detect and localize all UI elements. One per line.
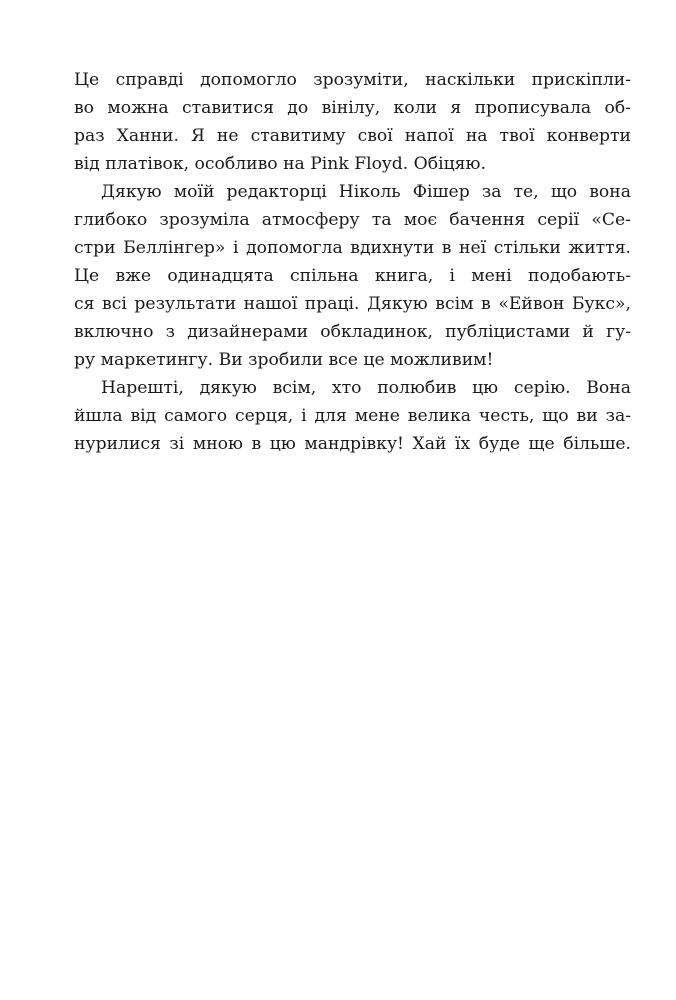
paragraph-2 <box>74 178 631 374</box>
page-text <box>74 66 631 458</box>
paragraph-3 <box>74 374 631 458</box>
text-line: раз Ханни. Я не ставитиму свої напої на твої конверти <box>74 126 631 146</box>
text-line: йшла від самого серця, і для мене велика честь, що ви за- <box>74 406 631 426</box>
text-line: нурилися зі мною в цю мандрівку! Хай їх буде ще більше. <box>74 434 631 454</box>
text-line: від платівок, особливо на Pink Floyd. Обіцяю. <box>74 154 486 174</box>
text-line: включно з дизайнерами обкладинок, публіцистами й гу- <box>74 322 631 342</box>
text-line: ся всі результати нашої праці. Дякую всім в «Ейвон Букс», <box>74 294 631 314</box>
text-line: во можна ставитися до вінілу, коли я прописувала об- <box>74 98 631 118</box>
text-line: Це вже одинадцята спільна книга, і мені подобають- <box>74 266 631 286</box>
text-line: стри Беллінгер» і допомогла вдихнути в неї стільки життя. <box>74 238 631 258</box>
text-line: Дякую моїй редакторці Ніколь Фішер за те, що вона <box>101 182 631 202</box>
text-line: Це справді допомогло зрозуміти, наскільки прискіпли- <box>74 70 631 90</box>
text-line: ру маркетингу. Ви зробили все це можливим! <box>74 350 494 370</box>
paragraph-1 <box>74 66 631 178</box>
text-line: глибоко зрозуміла атмосферу та моє бачення серії «Се- <box>74 210 631 230</box>
text-line: Нарешті, дякую всім, хто полюбив цю серію. Вона <box>101 378 631 398</box>
